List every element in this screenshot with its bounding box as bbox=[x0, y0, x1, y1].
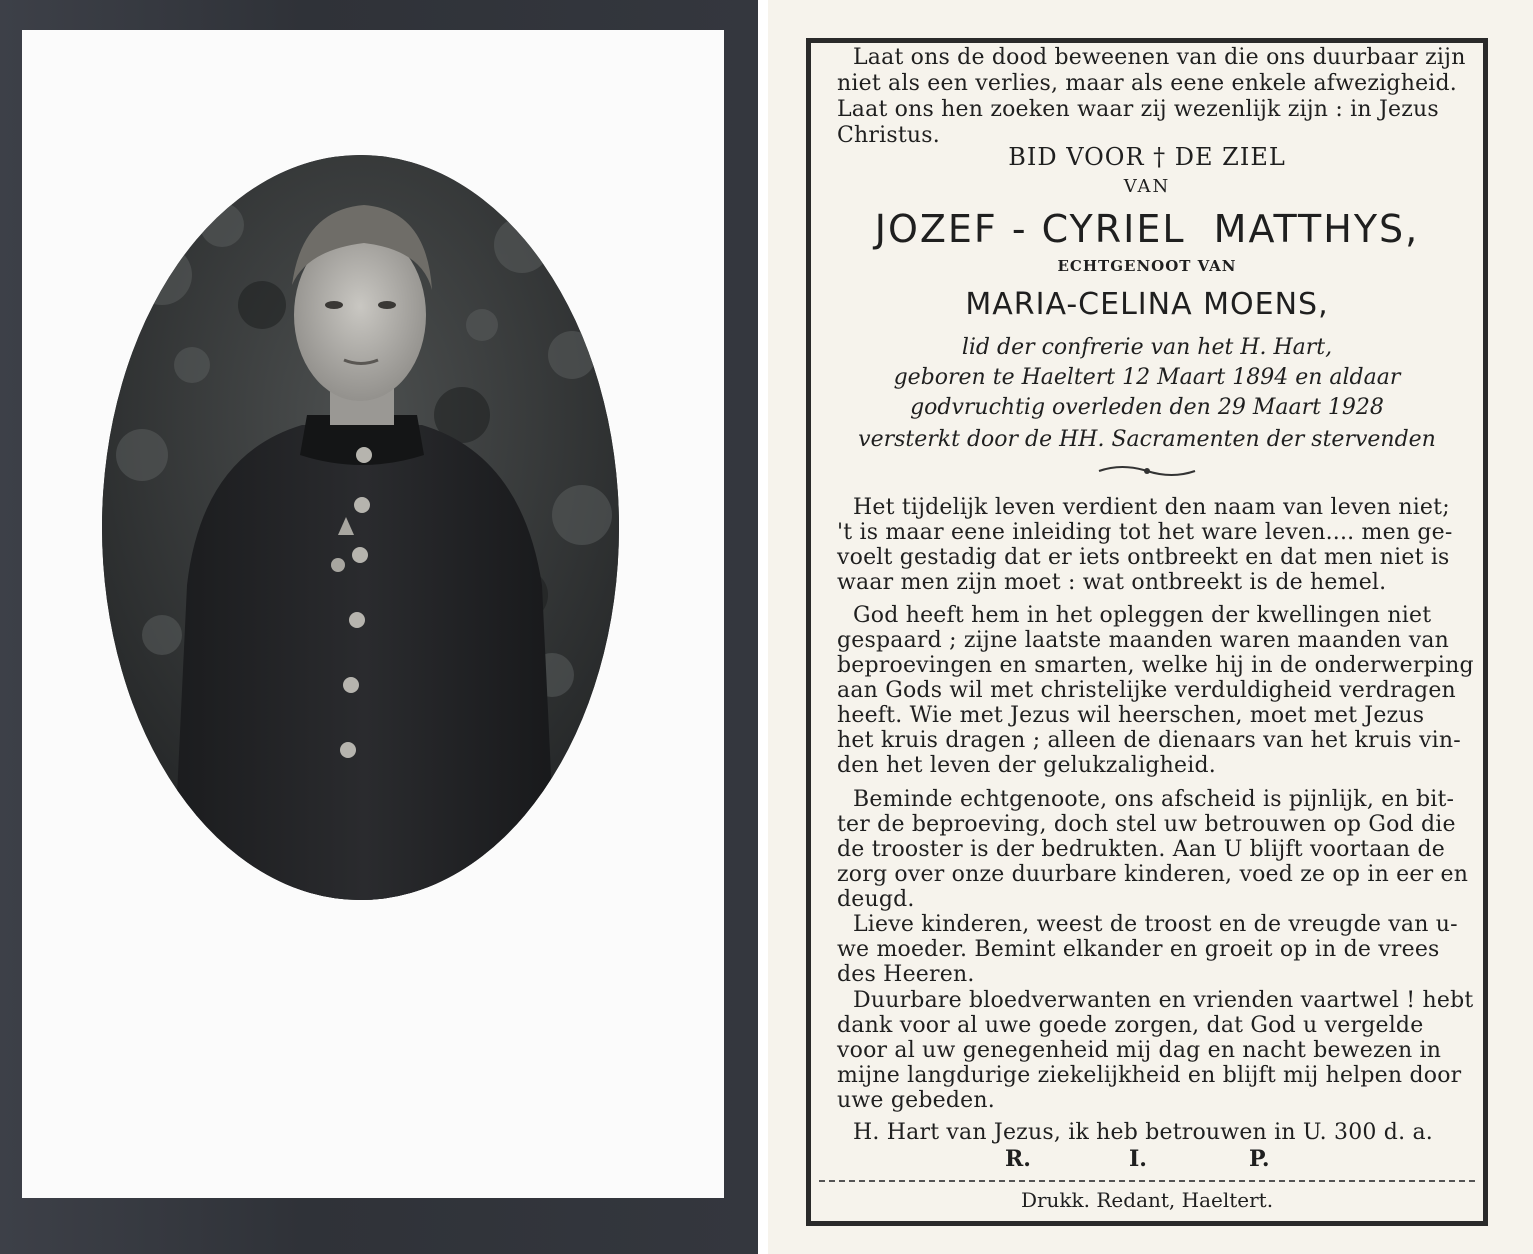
paragraph-line: den het leven der gelukzaligheid. bbox=[837, 753, 1216, 778]
paragraph-line: de trooster is der bedrukten. Aan U blijft voortaan de bbox=[837, 837, 1445, 862]
opening-line: niet als een verlies, maar als eene enkele afwezigheid. bbox=[837, 71, 1457, 96]
paragraph-line: Lieve kinderen, weest de troost en de vreugde van u- bbox=[853, 912, 1458, 937]
rip-r: R. bbox=[1005, 1146, 1031, 1172]
text-frame bbox=[806, 38, 1488, 1226]
opening-line: Christus. bbox=[837, 123, 940, 148]
detail-line: geboren te Haeltert 12 Maart 1894 en aldaar bbox=[893, 365, 1401, 390]
paragraph-line: mijne langdurige ziekelijkheid en blijft mij helpen door bbox=[837, 1063, 1462, 1088]
rip-i: I. bbox=[1129, 1146, 1147, 1172]
paragraph-line: uwe gebeden. bbox=[837, 1088, 995, 1113]
paragraph-line: heeft. Wie met Jezus wil heerschen, moet met Jezus bbox=[837, 703, 1425, 728]
paragraph-line: ter de beproeving, doch stel uw betrouwen op God die bbox=[837, 812, 1456, 837]
paragraph-line: Beminde echtgenoote, ons afscheid is pijnlijk, en bit- bbox=[853, 787, 1455, 812]
paragraph-line: waar men zijn moet : wat ontbreekt is de hemel. bbox=[837, 570, 1387, 595]
paragraph-line: Duurbare bloedverwanten en vrienden vaartwel ! hebt bbox=[853, 988, 1474, 1013]
rip-p: P. bbox=[1249, 1146, 1270, 1172]
paragraph-line: deugd. bbox=[837, 887, 915, 912]
ornament-divider bbox=[1097, 463, 1197, 479]
prayer-heading: BID VOOR † DE ZIEL bbox=[1008, 143, 1286, 171]
detail-line: versterkt door de HH. Sacramenten der stervenden bbox=[858, 427, 1436, 452]
paragraph-line: het kruis dragen ; alleen de dienaars van het kruis vin- bbox=[837, 728, 1461, 753]
opening-line: Laat ons hen zoeken waar zij wezenlijk zijn : in Jezus bbox=[837, 97, 1439, 122]
paragraph-line: des Heeren. bbox=[837, 962, 975, 987]
portrait-photo bbox=[102, 155, 619, 900]
deceased-name: JOZEF - CYRIEL MATTHYS, bbox=[874, 207, 1420, 251]
photo-card bbox=[0, 0, 758, 1254]
photo-card-inner bbox=[22, 30, 724, 1198]
printer-credit: Drukk. Redant, Haeltert. bbox=[1020, 1188, 1274, 1212]
detail-line: lid der confrerie van het H. Hart, bbox=[961, 335, 1333, 360]
paragraph-line: voelt gestadig dat er iets ontbreekt en dat men niet is bbox=[837, 545, 1450, 570]
portrait-illustration bbox=[102, 155, 619, 900]
paragraph-line: we moeder. Bemint elkander en groeit op in de vrees bbox=[837, 937, 1440, 962]
text-card bbox=[768, 0, 1533, 1254]
paragraph-line: 't is maar eene inleiding tot het ware leven.... men ge- bbox=[837, 520, 1453, 545]
paragraph-line: Het tijdelijk leven verdient den naam van leven niet; bbox=[853, 495, 1450, 520]
paragraph-line: zorg over onze duurbare kinderen, voed ze op in eer en bbox=[837, 862, 1469, 887]
spouse-name: MARIA-CELINA MOENS, bbox=[965, 287, 1329, 322]
closing-prayer: H. Hart van Jezus, ik heb betrouwen in U. 300 d. a. bbox=[853, 1120, 1433, 1145]
paragraph-line: gespaard ; zijne laatste maanden waren maanden van bbox=[837, 628, 1450, 653]
paragraph-line: God heeft hem in het opleggen der kwellingen niet bbox=[853, 603, 1432, 628]
paragraph-line: dank voor al uwe goede zorgen, dat God u vergelde bbox=[837, 1013, 1424, 1038]
spouse-label: ECHTGENOOT VAN bbox=[1057, 257, 1237, 275]
detail-line: godvruchtig overleden den 29 Maart 1928 bbox=[910, 395, 1384, 420]
van-label: VAN bbox=[1123, 176, 1171, 197]
opening-line: Laat ons de dood beweenen van die ons duurbaar zijn bbox=[853, 45, 1466, 70]
paragraph-line: voor al uw genegenheid mij dag en nacht bewezen in bbox=[837, 1038, 1442, 1063]
paragraph-line: beproevingen en smarten, welke hij in de onderwerping bbox=[837, 653, 1474, 678]
paragraph-line: aan Gods wil met christelijke verduldigheid verdragen bbox=[837, 678, 1456, 703]
dashed-separator bbox=[819, 1180, 1475, 1182]
